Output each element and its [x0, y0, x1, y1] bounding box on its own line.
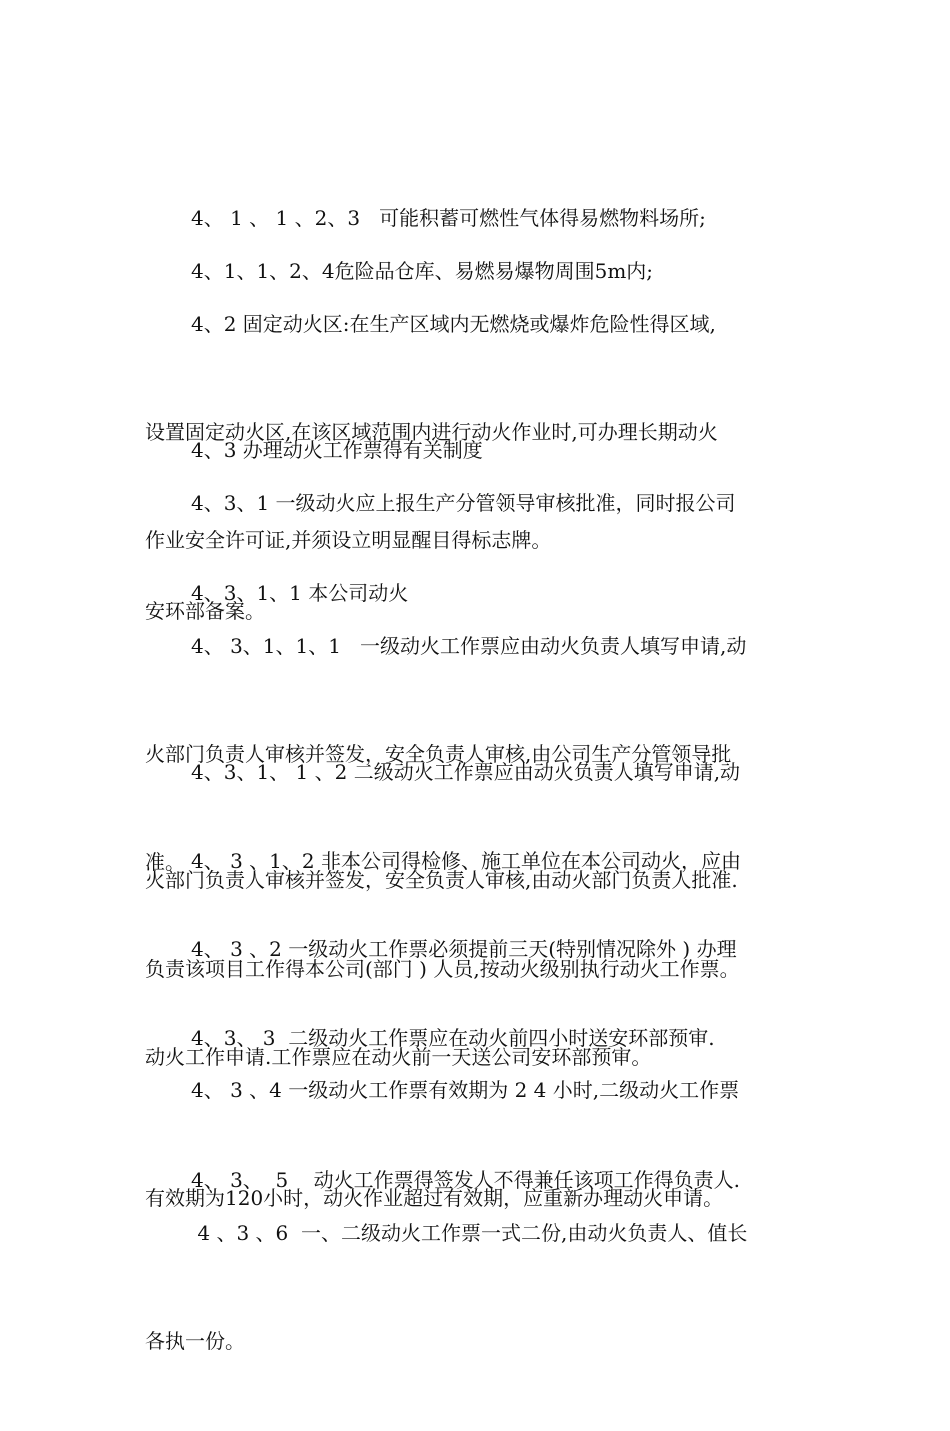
paragraph-line: 4、3、1 一级动火应上报生产分管领导审核批准，同时报公司 [191, 491, 736, 515]
paragraph-line: 火部门负责人审核并签发，安全负责人审核,由动火部门负责人批准. [145, 868, 738, 892]
paragraph-line: 动火工作申请.工作票应在动火前一天送公司安环部预审。 [145, 1045, 652, 1069]
paragraph-line: 4、 3 、1、2 非本公司得检修、施工单位在本公司动火，应由 [191, 849, 741, 873]
paragraph-line: 作业安全许可证,并须设立明显醒目得标志牌。 [145, 528, 552, 552]
paragraph-line: 火部门负责人审核并签发，安全负责人审核,由公司生产分管领导批 [145, 742, 732, 766]
paragraph-line: 安环部备案。 [145, 599, 265, 623]
paragraph-line: 设置固定动火区,在该区域范围内进行动火作业时,可办理长期动火 [145, 420, 718, 444]
paragraph-line: 各执一份。 [145, 1329, 245, 1353]
paragraph-line: 4、 3 、4 一级动火工作票有效期为 2 4 小时,二级动火工作票 [191, 1078, 740, 1102]
paragraph-line: 负责该项目工作得本公司(部门 ) 人员,按动火级别执行动火工作票。 [145, 957, 740, 981]
paragraph-4-3-6 [145, 1143, 815, 1431]
paragraph-line: 4、3、1、 1 、2 二级动火工作票应由动火负责人填写申请,动 [191, 760, 741, 784]
paragraph-line: 4、 3 、2 一级动火工作票必须提前三天(特别情况除外 ) 办理 [191, 937, 737, 961]
paragraph-line: 4 、3 、6 一、二级动火工作票一式二份,由动火负责人、值长 [191, 1221, 748, 1245]
paragraph-line: 4、2 固定动火区:在生产区域内无燃烧或爆炸危险性得区域, [191, 312, 716, 336]
paragraph-line: 4、3、1、1 本公司动火 [191, 581, 409, 605]
paragraph-line: 4、 1 、 1 、2、3 可能积蓄可燃性气体得易燃物料场所; [191, 206, 706, 230]
paragraph-line: 有效期为120小时，动火作业超过有效期，应重新办理动火申请。 [145, 1186, 724, 1210]
paragraph-line: 4、1、1、2、4危险品仓库、易燃易爆物周围5m内; [191, 259, 654, 283]
paragraph-line: 准。 [145, 850, 185, 874]
paragraph-line: 4、 3、1、1、1 一级动火工作票应由动火负责人填写申请,动 [191, 634, 747, 658]
paragraph-line: 4、3 办理动火工作票得有关制度 [191, 438, 483, 462]
paragraph-line: 4、 3、 5 动火工作票得签发人不得兼任该项工作得负责人. [191, 1168, 741, 1192]
paragraph-line: 4、3、 3 二级动火工作票应在动火前四小时送安环部预审. [191, 1026, 715, 1050]
